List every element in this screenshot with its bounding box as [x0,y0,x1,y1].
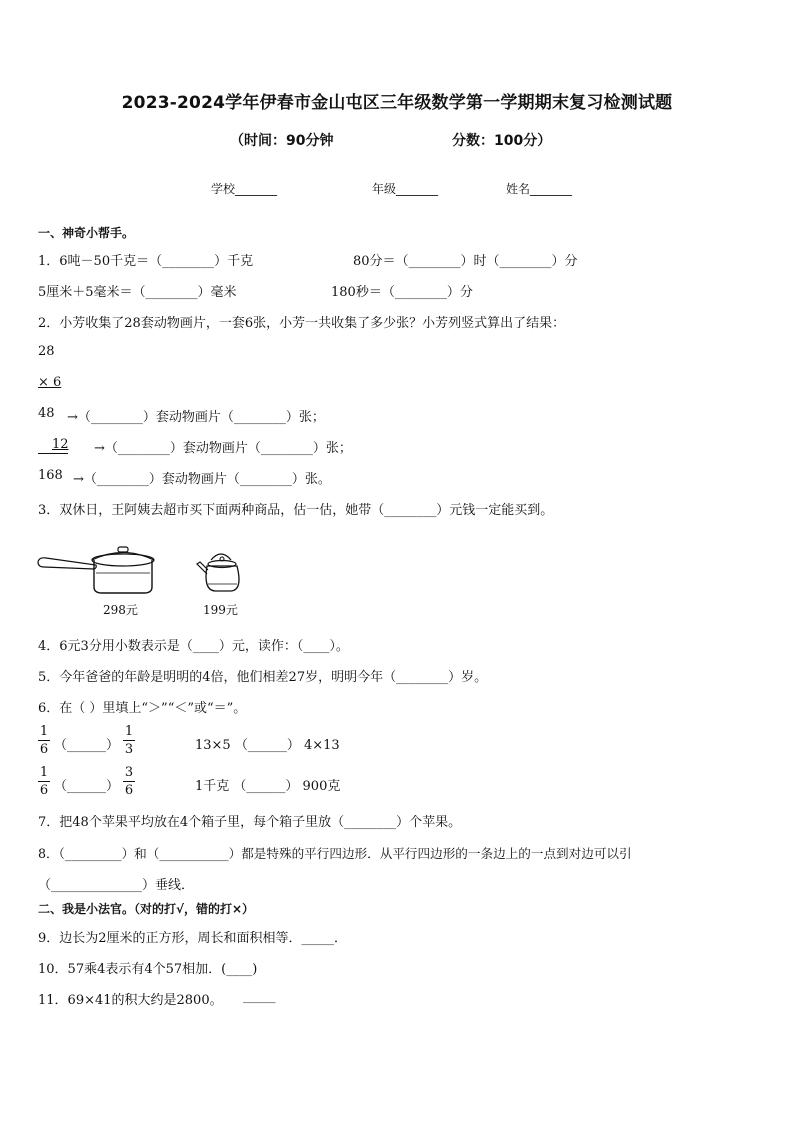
exam-score: 分数：100分） [452,133,552,149]
q6-blank-2: （______） [54,779,120,794]
q2-row2-number: 12 [52,437,69,452]
q1-part-d: 180秒＝（________）分 [331,285,473,300]
exam-time: （时间：90分钟 [230,133,334,149]
q2-row2-underline [38,453,68,454]
name-field: 姓名_______ [506,182,573,196]
q3-text: 3．双休日，王阿姨去超市买下面两种商品，估一估，她带（________）元钱一定能买到。 [38,503,554,518]
kettle-price: 199元 [203,603,238,617]
q2-multiplier: × 6 [38,375,62,390]
q4-text: 4．6元3分用小数表示是（____）元，读作：（____）。 [38,639,349,654]
q2-row2-text: →（________）套动物画片（________）张； [94,441,352,456]
q6-fraction-4: 3 6 [124,765,134,798]
q6-fraction-2: 1 3 [124,724,134,757]
q9-text: 9．边长为2厘米的正方形，周长和面积相等．_____． [38,931,348,946]
q5-text: 5．今年爸爸的年龄是明明的4倍，他们相差27岁，明明今年（________）岁。 [38,670,488,685]
section1-heading: 一、神奇小帮手。 [38,226,135,240]
q6-fraction-3: 1 6 [39,765,49,798]
q8-text-line1: 8．（_________）和（___________）都是特殊的平行四边形．从平行四边形的一条边上的一点到对边可以引 [38,846,632,861]
q2-row3-number: 168 [38,468,63,483]
q7-text: 7．把48个苹果平均放在4个箱子里，每个箱子里放（________）个苹果。 [38,815,462,830]
q11-text: 11．69×41的积大约是2800。 [38,993,223,1008]
school-field: 学校_______ [211,182,278,196]
q6-text: 6．在（ ）里填上“＞”“＜”或“＝”。 [38,701,247,716]
grade-field: 年级_______ [372,182,439,196]
q1-part-a: 1．6吨－50千克＝（________）千克 [38,254,254,269]
q6-compare-d: 1千克 （______） 900克 [195,779,341,794]
q6-fraction-1: 1 6 [39,724,49,757]
q8-text-line2: （______________）垂线． [38,878,195,893]
pot-price: 298元 [103,603,138,617]
q2-row1-number: 48 [38,406,55,421]
pot-icon [36,540,160,596]
q6-blank-1: （______） [54,738,120,753]
q6-compare-c: 13×5 （______） 4×13 [195,738,340,753]
page-title: 2023-2024学年伊春市金山屯区三年级数学第一学期期末复习检测试题 [121,93,673,113]
q2-multiplicand: 28 [38,344,55,359]
q2-row1-text: →（________）套动物画片（________）张； [67,410,325,425]
q11-blank: _____ [243,989,276,1004]
q2-row3-text: →（________）套动物画片（________）张。 [73,472,331,487]
section2-heading: 二、我是小法官。（对的打√，错的打×） [38,902,255,916]
q1-part-c: 5厘米＋5毫米＝（________）毫米 [38,285,237,300]
q2-text: 2．小芳收集了28套动物画片，一套6张，小芳一共收集了多少张？小芳列竖式算出了结果： [38,316,566,331]
q1-part-b: 80分＝（________）时（________）分 [353,254,578,269]
q10-text: 10．57乘4表示有4个57相加．(____) [38,962,258,977]
kettle-icon [195,546,247,594]
